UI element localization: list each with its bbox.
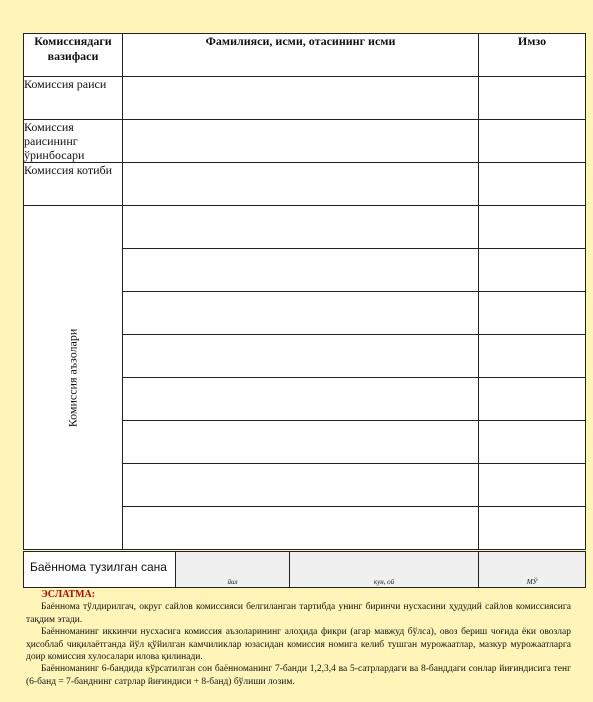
name-cell[interactable]: [123, 163, 479, 206]
year-hint: йил: [227, 578, 238, 586]
header-role: Комиссиядаги вазифаси: [24, 34, 123, 77]
date-table: [23, 551, 586, 588]
signature-cell[interactable]: [479, 163, 586, 206]
signature-cell[interactable]: [479, 249, 586, 292]
day-month-hint: кун, ой: [373, 578, 395, 586]
date-row: [24, 552, 586, 588]
name-cell[interactable]: [123, 120, 479, 163]
name-cell[interactable]: [123, 507, 479, 550]
members-label: Комиссия аъзолари: [65, 328, 80, 427]
name-cell[interactable]: [123, 292, 479, 335]
signature-cell[interactable]: [479, 292, 586, 335]
year-field[interactable]: [176, 552, 290, 588]
members-label-cell: [24, 206, 123, 550]
member-row: [24, 206, 586, 249]
name-cell[interactable]: [123, 206, 479, 249]
day-month-field[interactable]: [290, 552, 479, 588]
signature-cell[interactable]: [479, 421, 586, 464]
signature-cell[interactable]: [479, 206, 586, 249]
name-cell[interactable]: [123, 335, 479, 378]
table-row: [24, 163, 586, 206]
header-signature: Имзо: [479, 34, 586, 77]
header-name: Фамилияси, исми, отасининг исми: [123, 34, 479, 77]
note-section: [26, 589, 571, 688]
table-header-row: [24, 34, 586, 77]
stamp-hint: МЎ: [526, 578, 538, 586]
signature-cell[interactable]: [479, 464, 586, 507]
signature-cell[interactable]: [479, 335, 586, 378]
table-row: [24, 77, 586, 120]
note-title: ЭСЛАТМА:: [41, 589, 96, 600]
name-cell[interactable]: [123, 77, 479, 120]
note-paragraph: Баённома тўлдирилгач, округ сайлов комиссияси белгиланган тартибда унинг биринчи нусхасини ҳудудий сайлов комиссиясига тақдим этади.: [26, 602, 571, 625]
role-chairman: Комиссия раиси: [24, 77, 123, 120]
note-paragraph: Баённоманинг иккинчи нусхасига комиссия аъзоларининг алоҳида фикри (агар мавжуд бўлса), овоз бериш чоғида ёки овозлар ҳисоблаб чиқилаётганда йўл қўйилган камчиликлар юзасидан комиссия номига келиб тушган мурожаатлар, мазкур мурожаатларга доир комиссия хулосалари илова қилинади.: [26, 627, 571, 663]
note-paragraph: Баённоманинг 6-бандида кўрсатилган сон баённоманинг 7-банди 1,2,3,4 ва 5-сатрлардаги ва 8-банддаги сонлар йиғиндисига тенг (6-банд = 7-банднинг сатрлар йиғиндиси + 8-банд) бўлиши лозим.: [26, 664, 571, 687]
date-label: Баённома тузилган сана: [24, 552, 176, 588]
commission-table: [23, 33, 586, 550]
role-secretary: Комиссия котиби: [24, 163, 123, 206]
role-deputy: Комиссия раисининг ўринбосари: [24, 120, 123, 163]
signature-cell[interactable]: [479, 120, 586, 163]
table-row: [24, 120, 586, 163]
name-cell[interactable]: [123, 421, 479, 464]
signature-cell[interactable]: [479, 77, 586, 120]
name-cell[interactable]: [123, 249, 479, 292]
signature-cell[interactable]: [479, 507, 586, 550]
stamp-field: [479, 552, 586, 588]
name-cell[interactable]: [123, 464, 479, 507]
name-cell[interactable]: [123, 378, 479, 421]
signature-cell[interactable]: [479, 378, 586, 421]
